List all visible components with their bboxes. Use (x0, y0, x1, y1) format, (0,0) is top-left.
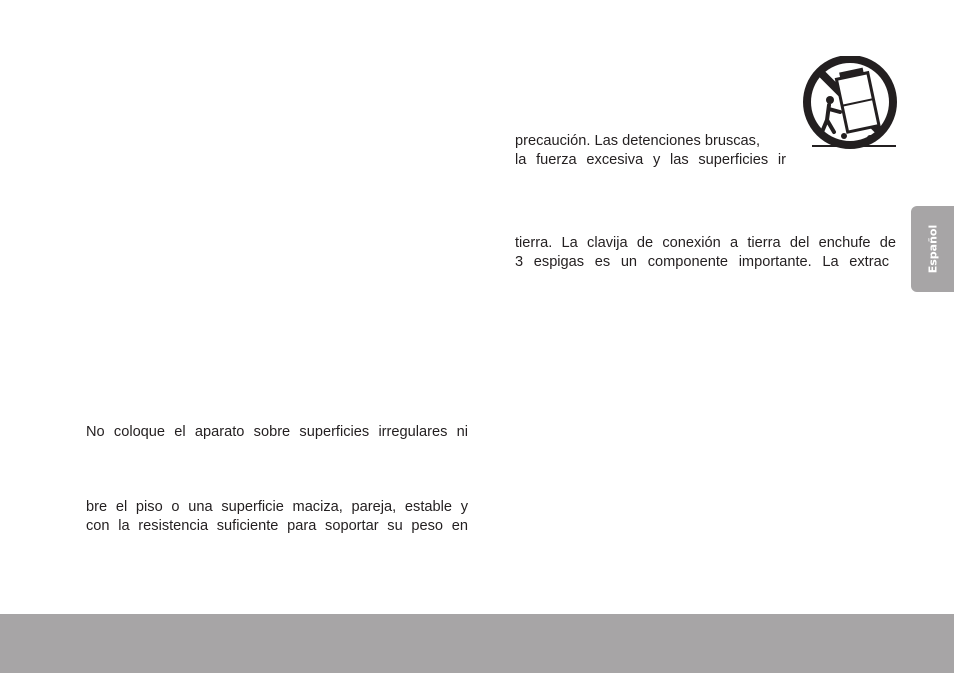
left-text-line: No coloque el aparato sobre superficies irregulares ni (86, 424, 468, 440)
right-text-line: tierra. La clavija de conexión a tierra del enchufe de (515, 235, 896, 251)
right-text-line: la fuerza excesiva y las superficies ir (515, 152, 786, 168)
right-text-line: 3 espigas es un componente importante. La extrac (515, 254, 889, 270)
footer-band (0, 614, 954, 673)
left-text-line: bre el piso o una superficie maciza, pareja, estable y (86, 499, 468, 515)
cart-tip-over-warning-icon (800, 56, 900, 152)
language-tab (911, 206, 954, 292)
language-tab-label: Español (926, 224, 939, 274)
left-text-line: con la resistencia suficiente para soportar su peso en (86, 518, 468, 534)
right-text-line: precaución. Las detenciones bruscas, (515, 133, 761, 149)
